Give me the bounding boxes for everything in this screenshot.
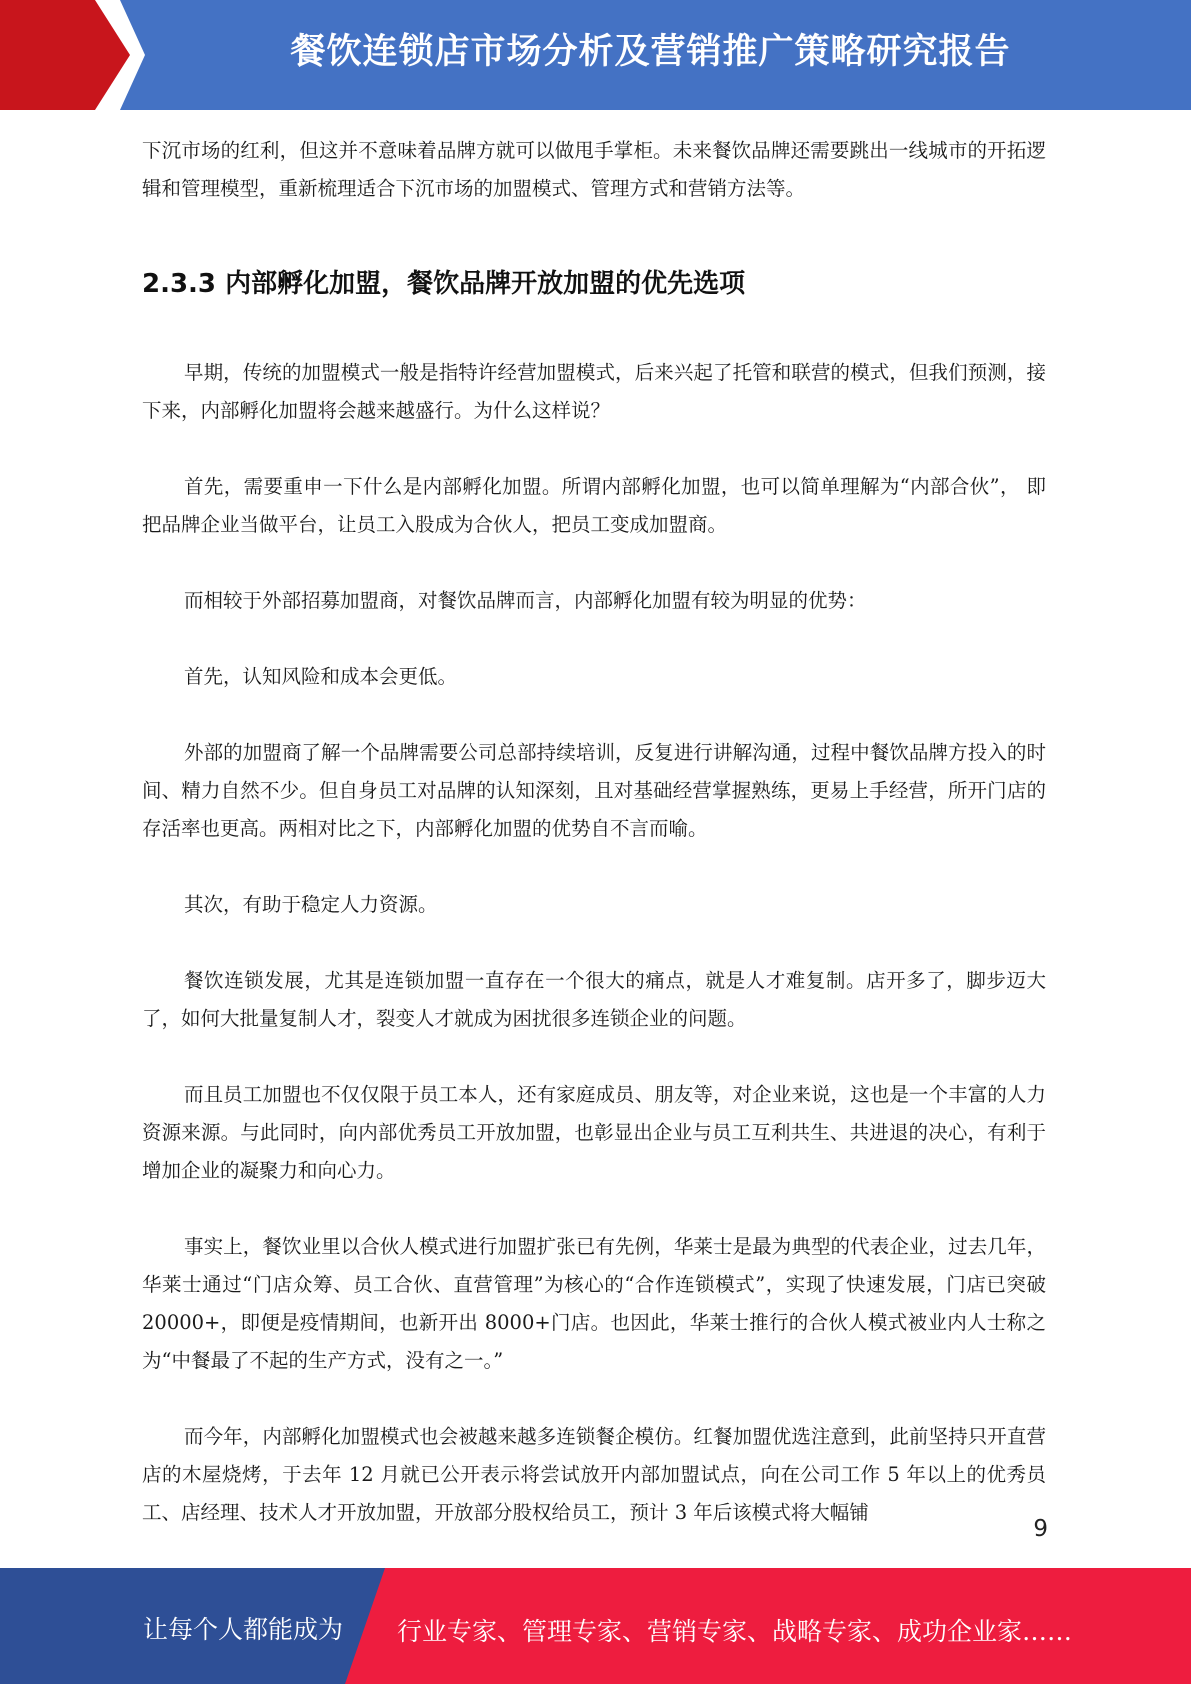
intro-paragraph: 下沉市场的红利，但这并不意味着品牌方就可以做甩手掌柜。未来餐饮品牌还需要跳出一线城市的开拓逻辑和管理模型，重新梳理适合下沉市场的加盟模式、管理方式和营销方法等。	[142, 139, 1046, 200]
report-title: 餐饮连锁店市场分析及营销推广策略研究报告	[290, 32, 1011, 72]
page-footer	[0, 1568, 1191, 1684]
body-paragraph: 首先，需要重申一下什么是内部孵化加盟。所谓内部孵化加盟，也可以简单理解为“内部合伙”， 即把品牌企业当做平台，让员工入股成为合伙人，把员工变成加盟商。	[142, 475, 1046, 536]
body-paragraph: 其次，有助于稳定人力资源。	[184, 893, 438, 916]
section-heading: 2.3.3 内部孵化加盟，餐饮品牌开放加盟的优先选项	[142, 269, 746, 299]
body-paragraph: 早期，传统的加盟模式一般是指特许经营加盟模式，后来兴起了托管和联营的模式，但我们预测，接下来，内部孵化加盟将会越来越盛行。为什么这样说？	[142, 361, 1046, 422]
body-paragraph: 而相较于外部招募加盟商，对餐饮品牌而言，内部孵化加盟有较为明显的优势：	[184, 589, 867, 612]
body-paragraph: 而今年，内部孵化加盟模式也会被越来越多连锁餐企模仿。红餐加盟优选注意到，此前坚持只开直营店的木屋烧烤，于去年 12 月就已公开表示将尝试放开内部加盟试点，向在公司工作 5 年以上的优秀员工、店经理、技术人才开放加盟，开放部分股权给员工，预计 3 年后该模式将大幅铺	[142, 1425, 1046, 1524]
page-number: 9	[1033, 1516, 1048, 1542]
body-paragraph: 首先，认知风险和成本会更低。	[184, 665, 458, 688]
body-paragraph: 事实上，餐饮业里以合伙人模式进行加盟扩张已有先例，华莱士是最为典型的代表企业，过去几年，华莱士通过“门店众筹、员工合伙、直营管理”为核心的“合作连锁模式”，实现了快速发展，门店已突破 20000+，即便是疫情期间，也新开出 8000+门店。也因此，华莱士推行的合伙人模式被业内人士称之为“中餐最了不起的生产方式，没有之一。”	[142, 1235, 1046, 1372]
page-header	[0, 0, 1191, 110]
footer-slogan-right: 行业专家、管理专家、营销专家、战略专家、成功企业家……	[397, 1617, 1073, 1646]
footer-slogan-left: 让每个人都能成为	[143, 1615, 344, 1644]
body-paragraph: 餐饮连锁发展，尤其是连锁加盟一直存在一个很大的痛点，就是人才难复制。店开多了，脚步迈大了，如何大批量复制人才，裂变人才就成为困扰很多连锁企业的问题。	[142, 969, 1046, 1030]
document-body	[142, 132, 1046, 1532]
body-paragraph: 外部的加盟商了解一个品牌需要公司总部持续培训，反复进行讲解沟通，过程中餐饮品牌方投入的时间、精力自然不少。但自身员工对品牌的认知深刻，且对基础经营掌握熟练，更易上手经营，所开门店的存活率也更高。两相对比之下，内部孵化加盟的优势自不言而喻。	[142, 741, 1046, 840]
body-paragraph: 而且员工加盟也不仅仅限于员工本人，还有家庭成员、朋友等，对企业来说，这也是一个丰富的人力资源来源。与此同时，向内部优秀员工开放加盟，也彰显出企业与员工互利共生、共进退的决心，有利于增加企业的凝聚力和向心力。	[142, 1083, 1046, 1182]
